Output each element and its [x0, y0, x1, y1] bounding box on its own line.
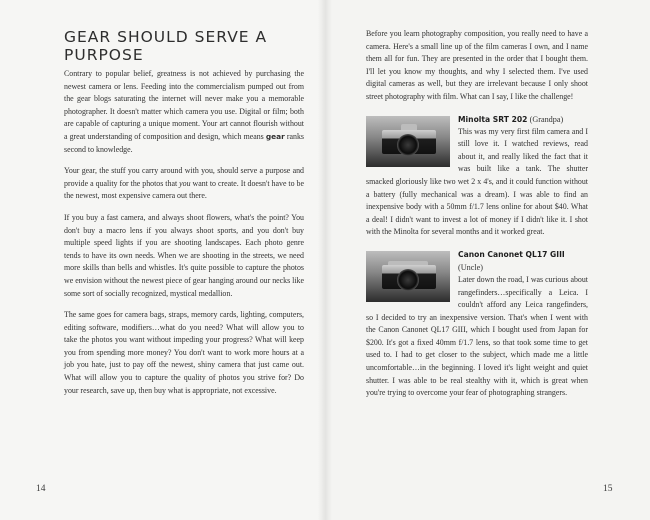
right-column	[366, 28, 588, 409]
page-number-left: 14	[36, 484, 46, 494]
paragraph-1: Contrary to popular belief, greatness is not achieved by purchasing the newest camera or lens. Feeding into the commercialism pumped out from the gear blogs saturating the internet will never make you a memorable photographer. It doesn't matter which camera you use. Digital or film; both are capable of capturing a unique moment. Your art cannot flourish without a great understanding of composition and design, which means gear ranks second to knowledge.	[64, 69, 304, 154]
chapter-title: GEAR SHOULD SERVE A PURPOSE	[64, 28, 268, 64]
camera-nickname: (Uncle)	[458, 262, 484, 272]
left-column	[64, 28, 304, 406]
emphasis-gear: gear	[265, 131, 285, 141]
paragraph-2: Your gear, the stuff you carry around with you, should serve a purpose and provide a quality for the photos that you want to create. It doesn't have to be the newest, most expensive camera out there.	[64, 166, 304, 201]
paragraph-3: If you buy a fast camera, and always shoot flowers, what's the point? You don't buy a macro lens if you always shoot sports, and you don't buy multiple speed lights if you are shooting landscapes. Each photo genre tends to have its own needs. When we are shooting in the streets, we need more skills than bells and whistles. It's quite possible to capture the photos we envision without the newest piece of gear hanging around our necks like some sort of socially recognized, mystical medallion.	[64, 212, 304, 298]
camera-entry-minolta	[366, 113, 588, 248]
page-number-right: 15	[603, 484, 613, 494]
canonet-camera-photo	[366, 251, 450, 302]
page-gutter	[318, 0, 332, 520]
emphasis-you: you	[179, 178, 191, 188]
intro-paragraph: Before you learn photography composition, you really need to have a camera. Here's a small line up of the film cameras I own, and I name them all for fun. They are presented in the order that I bought them. I'll let you know my thoughts, and why I selected them. I've used digital cameras as well, but they are irrelevant because I only shoot street photography with film. What can I say, I like the challenge!	[366, 29, 588, 101]
camera-entry-canonet	[366, 248, 588, 409]
paragraph-4: The same goes for camera bags, straps, memory cards, lighting, computers, editing software, modifiers…what do you need? What will allow you to take the photos you want without impeding your progress? What will keep you from spending more money? You don't want to work more hours at a job you hate, just to pay off the newest, shiny camera that just came out. What will allow you to capture the quality of photos you strive for? Do your research, save up, then buy what is appropriate, not excessive.	[64, 310, 304, 395]
camera-description: Later down the road, I was curious about rangefinders…specifically a Leica. I couldn't afford any Leica rangefinders, so I decided to try an inexpensive version. That's when I went with the Canon Canonet QL17 GIII, which I bought used from Japan for $200. It's got a fixed 40mm f/1.7 lens, so that took some time to get used to. I had to get closer to the subject, which made me a little uncomfortable…in the beginning. I loved it's light weight and quiet shutter. I was able to be real stealthy with it, which is great when you're trying to overcome your fear of photographing strangers.	[366, 274, 588, 398]
camera-name: Canon Canonet QL17 GIII	[458, 249, 565, 259]
camera-description: This was my very first film camera and I still love it. I watched reviews, read about it, and really liked the fact that it was built like a tank. The shutter smacked gloriously like two wet 2 x 4's, and it could function without a battery (fully mechanical was a dream). I was able to find an inexpensive body with a 50mm f/1.7 lens online for about $40. What a deal! I didn't want to invest a lot of money if I didn't like it. I shot with the Minolta for several months and it worked great.	[366, 126, 588, 237]
camera-nickname: (Grandpa)	[529, 114, 564, 124]
camera-name: Minolta SRT 202	[458, 114, 528, 124]
minolta-camera-photo	[366, 116, 450, 167]
